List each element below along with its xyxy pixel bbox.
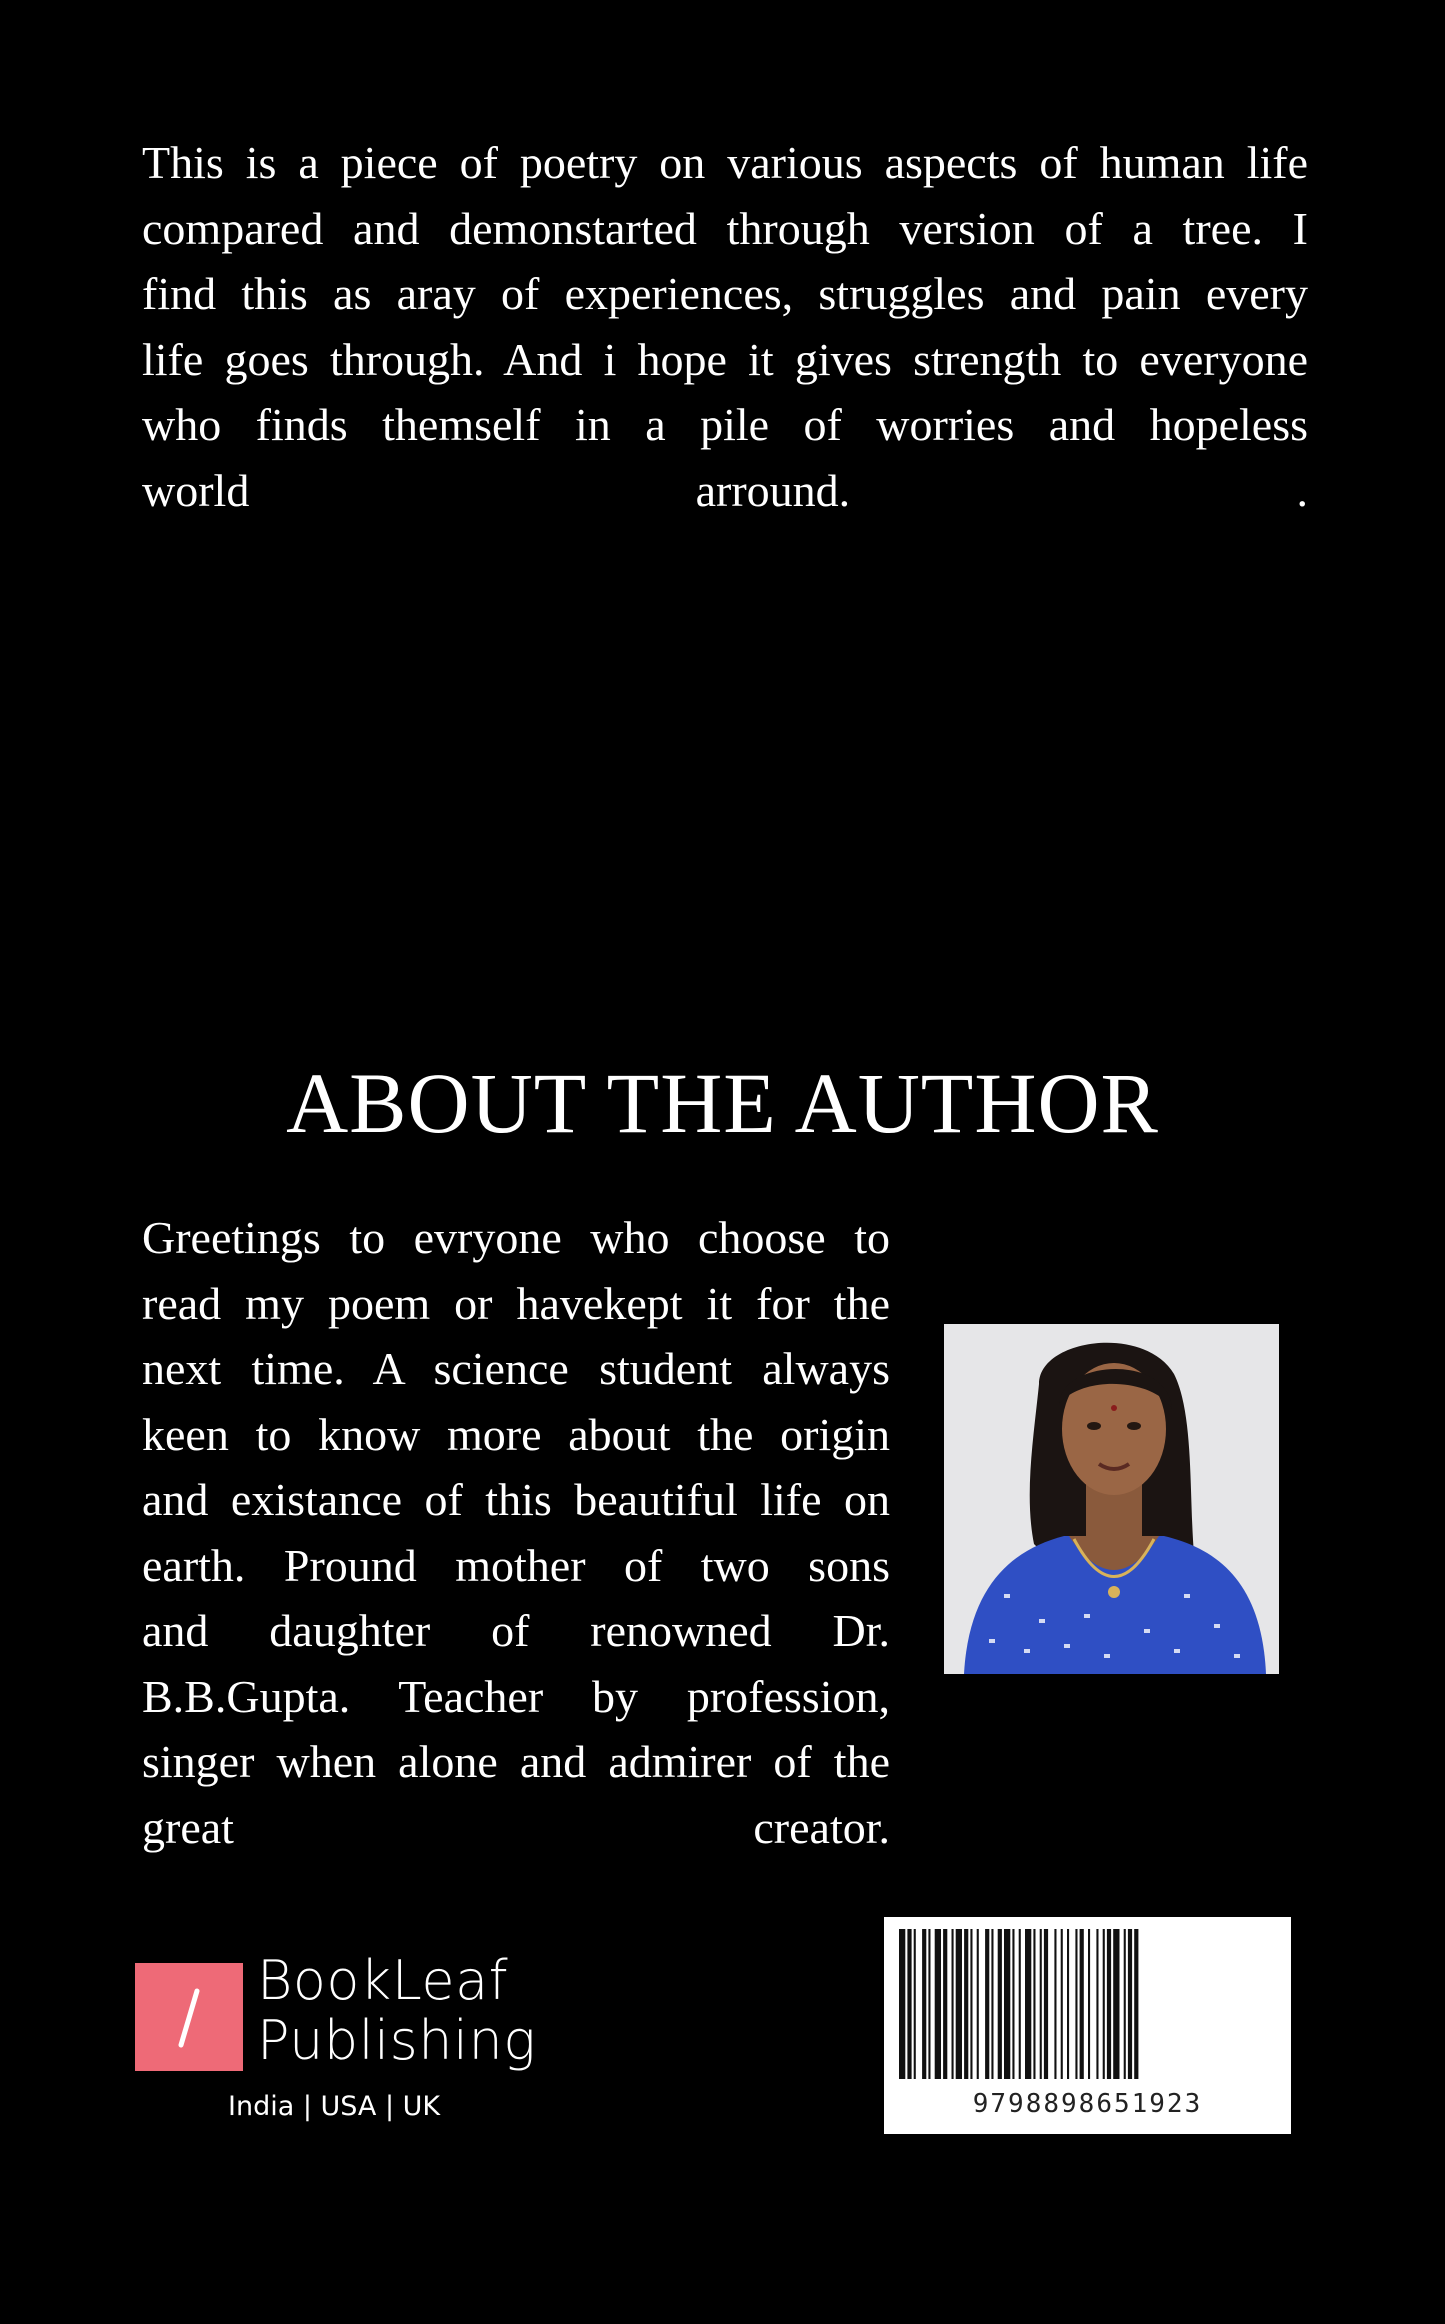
bio-line: singer when alone and admirer of the — [142, 1736, 890, 1787]
barcode-bar — [1061, 1929, 1063, 2079]
barcode-bar — [977, 1929, 979, 2079]
bio-line: great creator. — [142, 1801, 890, 1853]
bio-line: next time. A science student always — [142, 1343, 890, 1394]
publisher-slash-icon — [135, 1963, 243, 2071]
about-author-heading: ABOUT THE AUTHOR — [286, 1055, 1159, 1151]
blurb-line: world arround. . — [142, 464, 1308, 516]
barcode-bar — [1107, 1929, 1111, 2079]
barcode-bar — [964, 1929, 968, 2079]
blurb-line: This is a piece of poetry on various aspects of human life — [142, 137, 1308, 188]
isbn-barcode — [884, 1917, 1291, 2134]
bio-line: B.B.Gupta. Teacher by profession, — [142, 1670, 890, 1722]
barcode-bar — [1067, 1929, 1069, 2079]
barcode-bar — [1124, 1929, 1126, 2079]
barcode-bar — [1080, 1929, 1084, 2079]
barcode-bar — [1103, 1929, 1105, 2079]
author-photo — [944, 1324, 1279, 1674]
bio-line: Greetings to evryone who choose to — [142, 1212, 890, 1263]
barcode-bar — [1012, 1929, 1014, 2079]
author-bio — [142, 1205, 890, 1860]
barcode-bar — [991, 1929, 993, 2079]
barcode-bar — [922, 1929, 926, 2079]
barcode-bar — [956, 1929, 962, 2079]
bio-line: and existance of this beautiful life on — [142, 1474, 890, 1525]
barcode-bar — [914, 1929, 916, 2079]
barcode-bar — [1004, 1929, 1010, 2079]
barcode-bar — [1019, 1929, 1021, 2079]
publisher-name — [257, 1951, 536, 2071]
blurb-line: who finds themself in a pile of worries and hopeless — [142, 399, 1308, 450]
barcode-bar — [1033, 1929, 1035, 2079]
blurb-line: compared and demonstarted through version of a tree. I — [142, 202, 1308, 254]
bio-line: and daughter of renowned Dr. — [142, 1605, 890, 1656]
isbn-number: 9798898651923 — [972, 2089, 1203, 2119]
bio-line: earth. Pround mother of two sons — [142, 1539, 890, 1591]
barcode-bar — [1128, 1929, 1132, 2079]
bio-line: read my poem or havekept it for the — [142, 1277, 890, 1329]
barcode-bar — [899, 1929, 905, 2079]
barcode-bar — [1054, 1929, 1056, 2079]
publisher-name-line2: Publishing — [257, 2009, 537, 2072]
barcode-bar — [1040, 1929, 1042, 2079]
author-portrait-illustration — [944, 1324, 1279, 1674]
barcode-bar — [985, 1929, 989, 2079]
barcode-bar — [935, 1929, 941, 2079]
barcode-bar — [928, 1929, 930, 2079]
publisher-name-line1: BookLeaf — [257, 1949, 509, 2012]
blurb-line: find this as aray of experiences, struggles and pain every — [142, 268, 1308, 319]
barcode-bar — [1088, 1929, 1090, 2079]
barcode-bar — [998, 1929, 1002, 2079]
barcode-bar — [1134, 1929, 1138, 2079]
barcode-bar — [970, 1929, 972, 2079]
bio-line: keen to know more about the origin — [142, 1408, 890, 1460]
barcode-bar — [1096, 1929, 1098, 2079]
publisher-regions: India | USA | UK — [228, 2091, 441, 2122]
barcode-bar — [1113, 1929, 1119, 2079]
barcode-bar — [907, 1929, 911, 2079]
barcode-bar — [952, 1929, 954, 2079]
barcode-bar — [1025, 1929, 1031, 2079]
publisher-logo — [135, 1949, 555, 2137]
back-cover-blurb — [142, 130, 1308, 523]
barcode-bar — [1075, 1929, 1077, 2079]
barcode-bar — [1044, 1929, 1048, 2079]
blurb-line: life goes through. And i hope it gives strength to everyone — [142, 333, 1308, 385]
barcode-bar — [943, 1929, 947, 2079]
